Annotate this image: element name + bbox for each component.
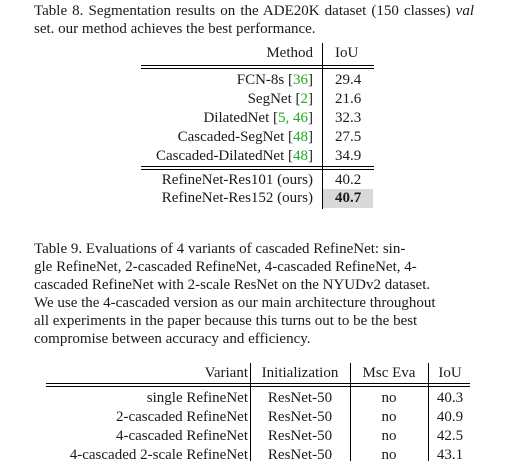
table8-row-method xyxy=(100,147,313,165)
citation-bracket: ] xyxy=(308,91,313,107)
table9-header-iou: IoU xyxy=(438,365,462,381)
table9-caption-line: Table 9. Evaluations of 4 variants of cascaded RefineNet: sin- xyxy=(34,241,406,257)
table9-rule-top-2 xyxy=(46,386,470,387)
table9-row-iou: 40.3 xyxy=(436,390,464,406)
table8-rule-top-2 xyxy=(141,68,374,69)
table9-row-variant: 4-cascaded 2-scale RefineNet xyxy=(69,447,248,463)
table9-caption xyxy=(34,240,474,348)
table8-rule-mid xyxy=(141,166,374,167)
table8-caption-prefix: Table 8. Segmentation results on the ADE20K dataset (150 classes) xyxy=(34,3,456,19)
table9-row-msc-eva: no xyxy=(381,447,397,463)
citation-link[interactable]: 5, 46 xyxy=(278,110,308,126)
table8-row-iou: 21.6 xyxy=(335,91,362,107)
table9-caption-line: We use the 4-cascaded version as our main architecture throughout xyxy=(34,295,436,311)
table9-row-msc-eva: no xyxy=(381,428,397,444)
table9-header-initialization: Initialization xyxy=(261,365,339,381)
table9-caption-line: all experiments in the paper because this turns out to be the best xyxy=(34,313,418,329)
table8-caption-italic: val xyxy=(455,3,474,19)
method-name: FCN-8s [ xyxy=(236,72,293,88)
table9-caption-line: cascaded RefineNet with 2-scale ResNet on the NYUDv2 dataset. xyxy=(34,277,431,293)
table8-row-method xyxy=(100,71,313,89)
table9-row-iou: 40.9 xyxy=(436,409,464,425)
method-name: DilatedNet [ xyxy=(203,110,278,126)
table8-rule-top xyxy=(141,65,374,66)
citation-link[interactable]: 48 xyxy=(293,129,308,145)
table9-row-variant: single RefineNet xyxy=(146,390,248,406)
table8-row-method xyxy=(100,109,313,127)
table9-header-msc-eva: Msc Eva xyxy=(362,365,416,381)
method-name: Cascaded-SegNet [ xyxy=(177,129,293,145)
table8-ours-iou-best: 40.7 xyxy=(335,190,362,206)
method-name: SegNet [ xyxy=(247,91,301,107)
table9-caption-line: compromise between accuracy and efficiency. xyxy=(34,331,311,347)
table8-ours-iou: 40.2 xyxy=(335,172,362,188)
citation-bracket: ] xyxy=(308,129,313,145)
citation-link[interactable]: 48 xyxy=(293,148,308,164)
table8-ours-name: RefineNet-Res101 (ours) xyxy=(161,172,313,188)
table8-row-method xyxy=(100,128,313,146)
table8-header-iou: IoU xyxy=(335,45,359,61)
citation-link[interactable]: 36 xyxy=(293,72,308,88)
table9-row-initialization: ResNet-50 xyxy=(267,447,333,463)
citation-bracket: ] xyxy=(308,110,313,126)
table8-caption xyxy=(34,2,474,38)
table9-row-initialization: ResNet-50 xyxy=(267,409,333,425)
table9-row-variant: 4-cascaded RefineNet xyxy=(115,428,248,444)
table8-row-iou: 32.3 xyxy=(335,110,362,126)
table8-col-divider xyxy=(322,43,323,209)
table9-col-divider xyxy=(250,363,251,461)
table8-rule-mid-2 xyxy=(141,169,374,170)
table9-caption-line: gle RefineNet, 2-cascaded RefineNet, 4-cascaded RefineNet, 4- xyxy=(34,259,417,275)
table9-row-initialization: ResNet-50 xyxy=(267,428,333,444)
method-name: Cascaded-DilatedNet [ xyxy=(155,148,293,164)
table8-row-iou: 34.9 xyxy=(335,148,362,164)
table8-ours-name: RefineNet-Res152 (ours) xyxy=(161,190,313,206)
table8-row-iou: 27.5 xyxy=(335,129,362,145)
table9-header-variant: Variant xyxy=(204,365,248,381)
table8-header-method: Method xyxy=(266,45,313,61)
table8-row-iou: 29.4 xyxy=(335,72,362,88)
table9-col-divider xyxy=(350,363,351,461)
table9-row-msc-eva: no xyxy=(381,409,397,425)
table9-row-initialization: ResNet-50 xyxy=(267,390,333,406)
citation-bracket: ] xyxy=(308,72,313,88)
citation-bracket: ] xyxy=(308,148,313,164)
citation-link[interactable]: 2 xyxy=(300,91,308,107)
table9-row-iou: 42.5 xyxy=(436,428,464,444)
table9-row-msc-eva: no xyxy=(381,390,397,406)
table9-col-divider xyxy=(428,363,429,461)
table9-rule-top xyxy=(46,383,470,384)
table9-row-variant: 2-cascaded RefineNet xyxy=(115,409,248,425)
table8-row-method xyxy=(100,90,313,108)
table9-row-iou: 43.1 xyxy=(436,447,464,463)
table8-caption-suffix: set. our method achieves the best performance. xyxy=(34,21,316,37)
